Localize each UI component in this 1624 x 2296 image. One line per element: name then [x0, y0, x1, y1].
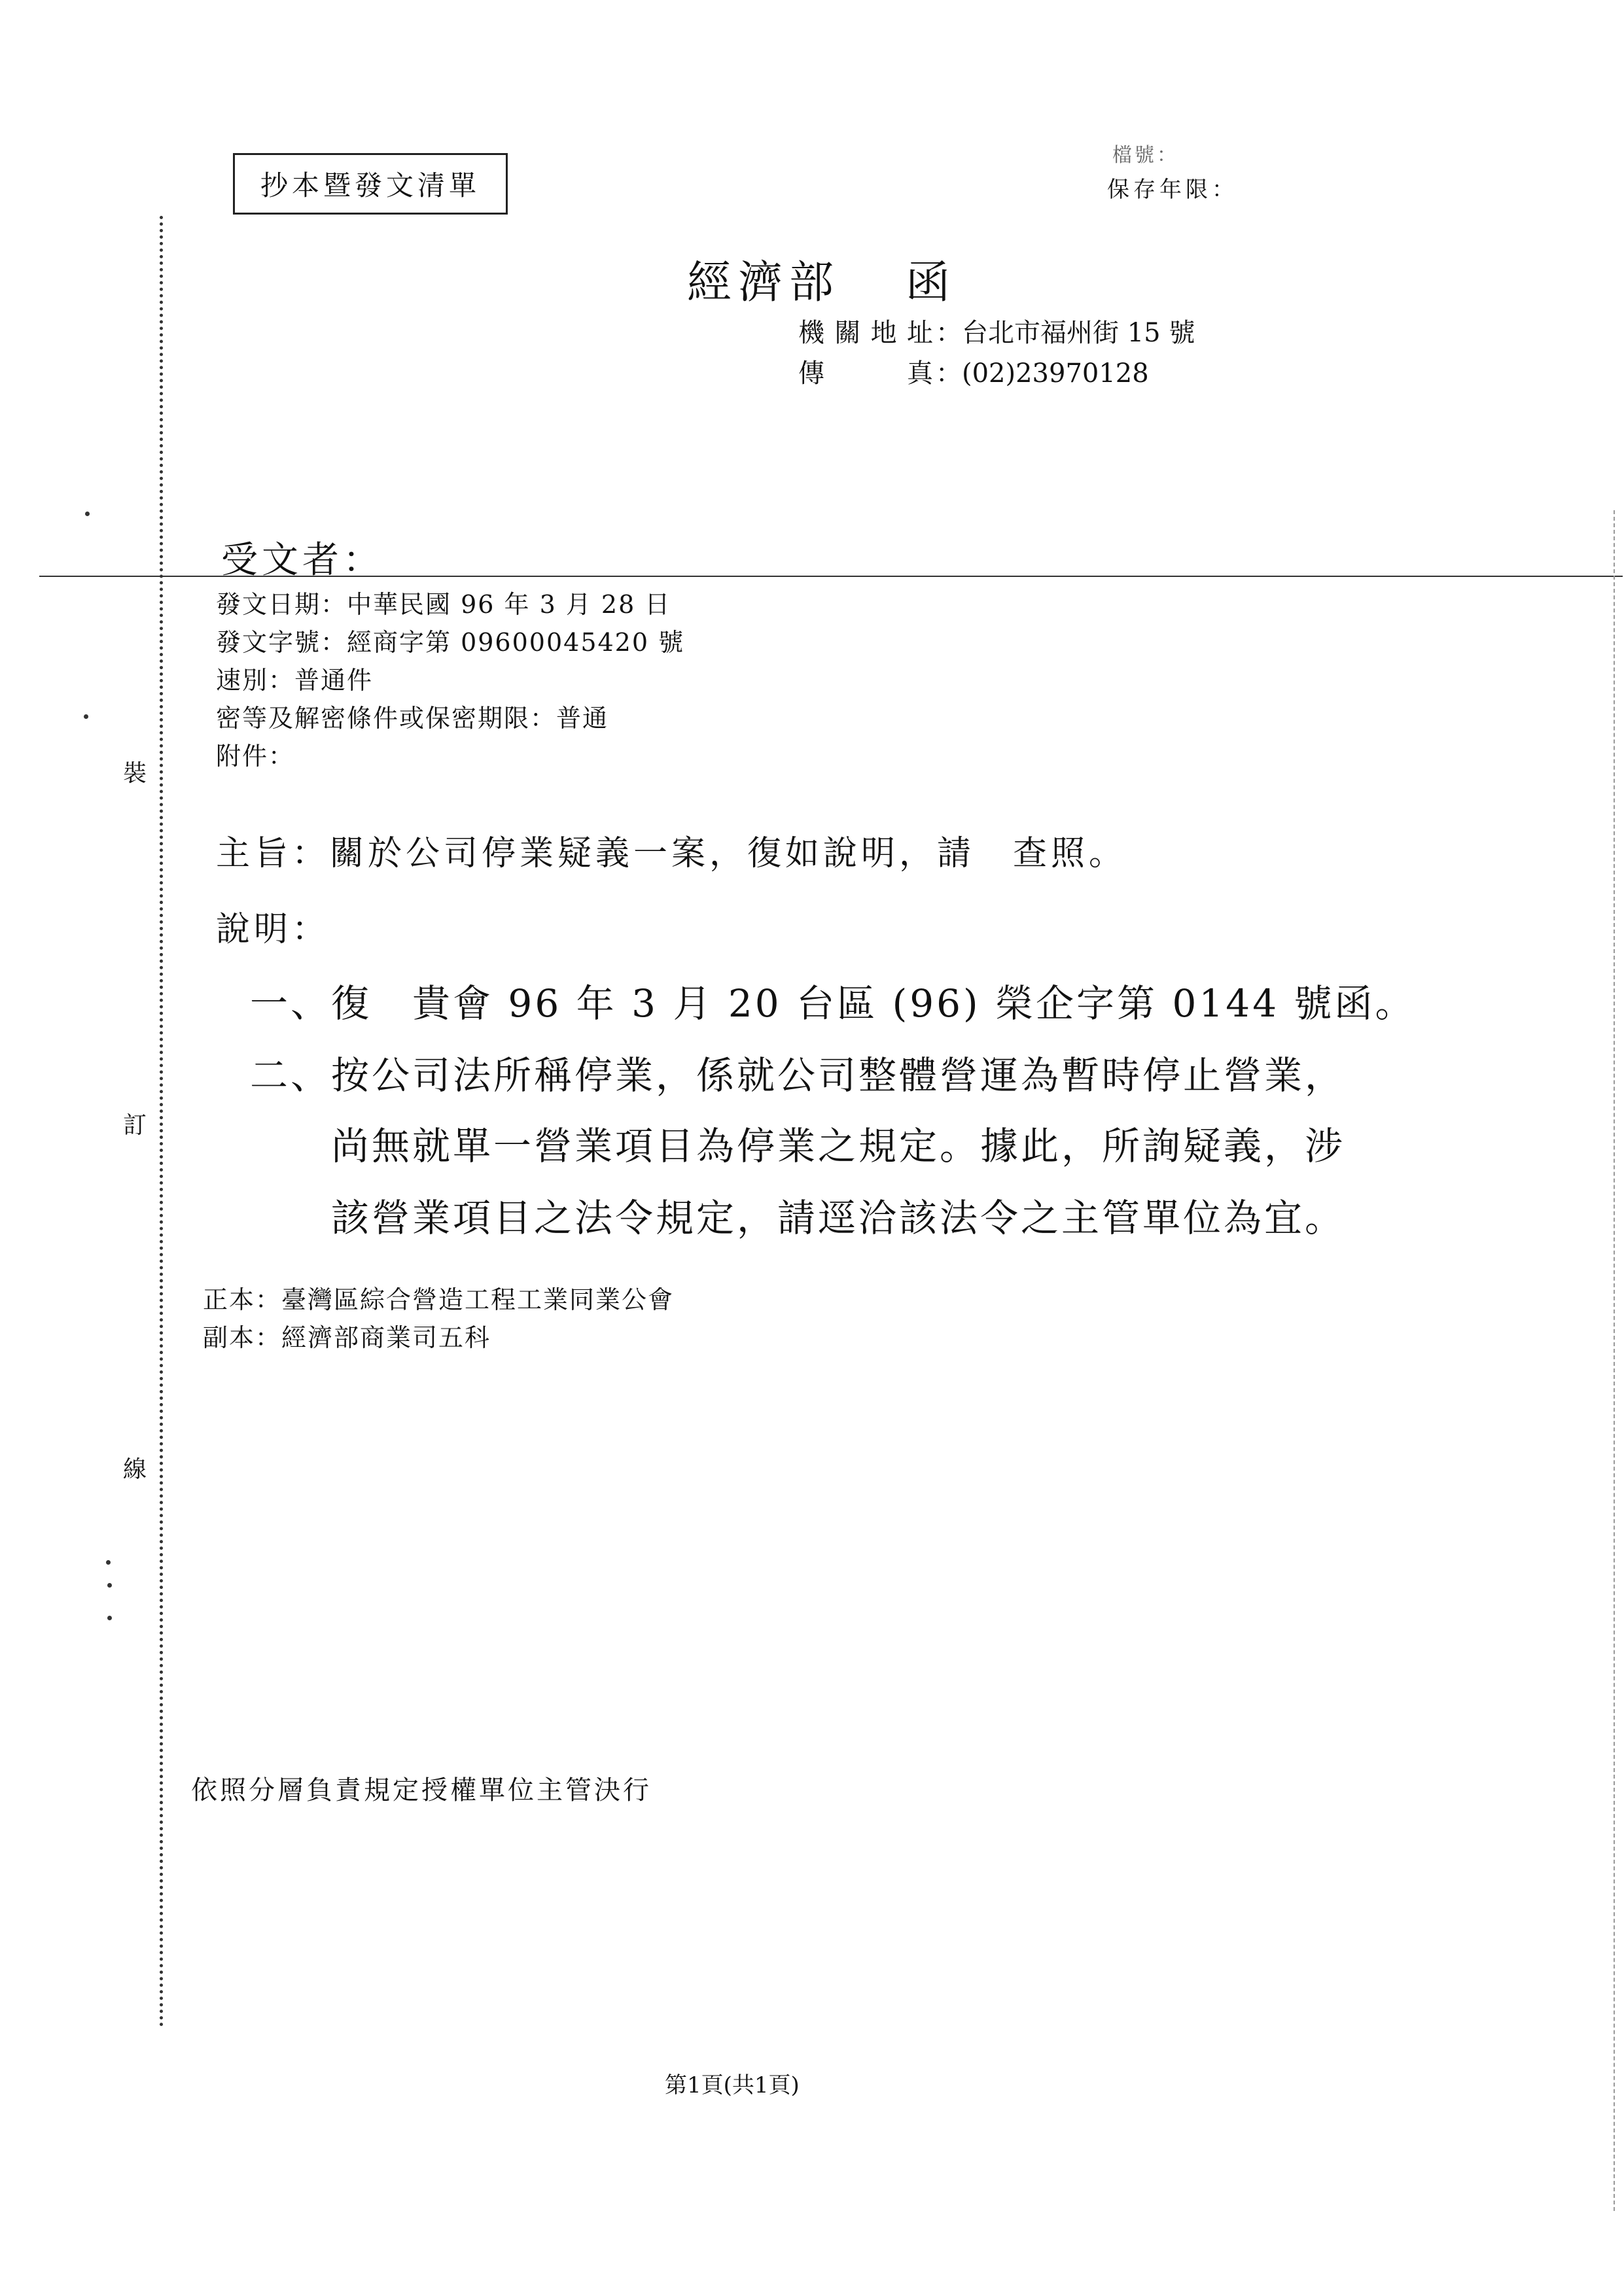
delegation-note: 依照分層負責規定授權單位主管決行: [191, 1775, 652, 1805]
binding-mark-xian: 線: [123, 1448, 147, 1487]
description-item-2-line-3: 該營業項目之法令規定，請逕洽該法令之主管單位為宜。: [331, 1196, 1346, 1240]
fax-label: 傳真: [798, 358, 936, 389]
subject-line: 主旨：關於公司停業疑義一案，復如說明，請 查照。: [216, 834, 1127, 873]
stamp-text: 抄本暨發文清單: [260, 169, 480, 201]
issuing-agency: 經濟部: [687, 257, 841, 309]
separator-line: [39, 576, 1623, 577]
scan-edge-line: [1614, 510, 1615, 2211]
binding-mark-ding: 訂: [123, 1104, 147, 1143]
scan-speck: [85, 512, 90, 516]
document-title: [687, 247, 957, 311]
address-label: 機關地址: [798, 318, 936, 348]
scan-speck: [84, 714, 88, 719]
document-metadata: [216, 585, 684, 775]
binding-dotted-line: [160, 216, 163, 2028]
description-heading: 說明：: [216, 910, 330, 949]
document-number: 發文字號：經商字第 09600045420 號: [216, 628, 685, 657]
document-type: 函: [906, 257, 957, 309]
secrecy-level: 密等及解密條件或保密期限：普通: [216, 704, 609, 733]
scan-speck: [107, 1583, 112, 1588]
retention-period-label: 保存年限：: [1107, 177, 1238, 203]
address-row: [798, 313, 1195, 353]
copy-list-stamp: [233, 153, 508, 215]
attachments: 附件：: [216, 742, 295, 771]
binding-mark-zhuang: 裝: [123, 752, 147, 791]
original-recipient: 正本：臺灣區綜合營造工程工業同業公會: [203, 1285, 675, 1314]
scan-speck: [107, 1616, 112, 1620]
agency-contact-block: [798, 313, 1195, 394]
address-value: ：台北市福州街 15 號: [936, 318, 1195, 348]
fax-row: [798, 353, 1195, 394]
delivery-speed: 速別：普通件: [216, 666, 374, 695]
copy-recipient: 副本：經濟部商業司五科: [203, 1323, 491, 1352]
distribution-list: [203, 1281, 674, 1357]
recipient-label: 受文者：: [221, 539, 383, 582]
file-number-label: 檔號：: [1112, 144, 1179, 167]
description-item-2-line-1: 二、按公司法所稱停業，係就公司整體營運為暫時停止營業，: [250, 1053, 1346, 1098]
fax-value: ：(02)23970128: [936, 358, 1149, 389]
scan-speck: [106, 1560, 111, 1565]
issue-date: 發文日期：中華民國 96 年 3 月 28 日: [216, 590, 671, 619]
page-number: 第1頁(共1頁): [665, 2072, 800, 2098]
description-item-1: 一、復 貴會 96 年 3 月 20 台區 (96) 榮企字第 0144 號函。: [250, 981, 1416, 1026]
description-item-2-line-2: 尚無就單一營業項目為停業之規定。據此，所詢疑義，涉: [331, 1124, 1346, 1168]
